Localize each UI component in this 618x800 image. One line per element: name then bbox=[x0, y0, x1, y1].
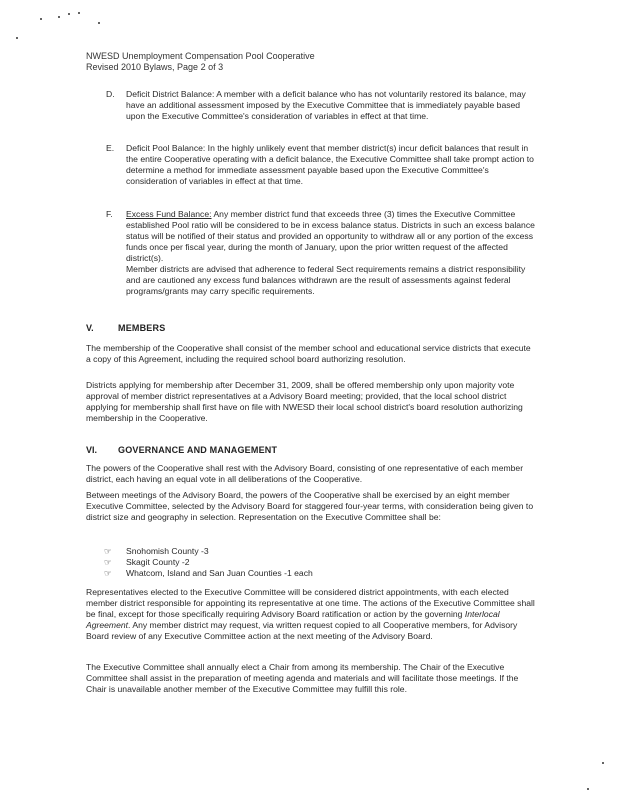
scan-speck bbox=[68, 13, 70, 15]
list-item: ☞ Snohomish County -3 bbox=[104, 546, 209, 556]
pointing-hand-icon: ☞ bbox=[104, 557, 112, 567]
section-6-paragraph-3: Representatives elected to the Executive Committee will be considered district appointments, with each elected member district responsible for appointing its representative at one time. The actions of the Executive Committee shall be final, except for those specifically requiring Advisory Board ratification or action by the governing Interlocal Agreement. Any member district may request, via written request copied to all Cooperative members, for Advisory Board review of any Executive Committee action at the next meeting of the Advisory Board. bbox=[86, 587, 535, 642]
section-6-number: VI. bbox=[86, 445, 98, 455]
item-f-note: Member districts are advised that adherence to federal Sect requirements remains a district responsibility and are cautioned any excess fund balances withdrawn are the result of assessments against federal programs/grants may carry specific requirements. bbox=[126, 264, 526, 297]
section-5-number: V. bbox=[86, 323, 94, 333]
list-item: ☞ Whatcom, Island and San Juan Counties -1 each bbox=[104, 568, 313, 578]
document-header bbox=[86, 51, 315, 73]
section-6-paragraph-1: The powers of the Cooperative shall rest with the Advisory Board, consisting of one representative of each member district, each having an equal vote in all deliberations of the Cooperative. bbox=[86, 463, 524, 485]
section-5-paragraph-1: The membership of the Cooperative shall consist of the member school and educational service districts that execute a copy of this Agreement, including the required school board authorizing resolution. bbox=[86, 343, 531, 365]
scan-speck bbox=[40, 18, 42, 20]
section-6-title: GOVERNANCE AND MANAGEMENT bbox=[118, 445, 278, 455]
scan-speck bbox=[602, 762, 604, 764]
interlocal-agreement-reference: Interlocal Agreement bbox=[86, 609, 500, 631]
item-letter-e: E. bbox=[106, 143, 115, 153]
header-title: NWESD Unemployment Compensation Pool Cooperative bbox=[86, 51, 315, 61]
section-5-title: MEMBERS bbox=[118, 323, 166, 333]
list-item: ☞ Skagit County -2 bbox=[104, 557, 190, 567]
item-f-body: Any member district fund that exceeds three (3) times the Executive Committee established Pool ratio will be considered to be in excess balance status. Districts in such an excess balance status will be notified of their status and provided an opportunity to withdraw all or any portion of the excess funds once per fiscal year, during the month of January, upon the prior written request of the affected district(s). bbox=[126, 209, 535, 264]
header-subtitle: Revised 2010 Bylaws, Page 2 of 3 bbox=[86, 62, 224, 72]
item-d-text: Deficit District Balance: A member with a deficit balance who has not voluntarily restored its balance, may have an additional assessment imposed by the Executive Committee that is immediately payable based upon the Executive Committee's consideration of variables in effect at that time. bbox=[126, 89, 526, 122]
item-f-label: Excess Fund Balance: bbox=[126, 209, 212, 219]
item-f-text bbox=[126, 209, 536, 264]
item-letter-f: F. bbox=[106, 209, 113, 219]
scan-speck bbox=[587, 788, 589, 790]
scan-speck bbox=[78, 12, 80, 14]
pointing-hand-icon: ☞ bbox=[104, 568, 112, 578]
scan-speck bbox=[58, 16, 60, 18]
section-6-paragraph-4: The Executive Committee shall annually elect a Chair from among its membership. The Chair of the Executive Committee shall assist in the preparation of meeting agenda and materials and will facilitate those meetings. If the Chair is unavailable another member of the Executive Committee may fulfill this role. bbox=[86, 662, 519, 695]
scan-speck bbox=[16, 37, 18, 39]
section-5-paragraph-2: Districts applying for membership after December 31, 2009, shall be offered membership only upon majority vote approval of member district representatives at a Advisory Board meeting; provided, that the local school district applying for membership shall first have on file with NWESD their local school district's board resolution authorizing membership in the Cooperative. bbox=[86, 380, 523, 424]
scan-speck bbox=[98, 22, 100, 24]
pointing-hand-icon: ☞ bbox=[104, 546, 112, 556]
section-6-paragraph-2: Between meetings of the Advisory Board, the powers of the Cooperative shall be exercised by an eight member Executive Committee, selected by the Advisory Board for staggered four-year terms, with consideration being given to district size and geography in selection. Representation on the Executive Committee shall be: bbox=[86, 490, 534, 523]
item-e-text: Deficit Pool Balance: In the highly unlikely event that member district(s) incur deficit balances that result in the entire Cooperative operating with a deficit balance, the Executive Committee shall take prompt action to determine a method for immediate assessment payable based upon the Executive Committee's consideration of variables in effect at that time. bbox=[126, 143, 534, 187]
item-letter-d: D. bbox=[106, 89, 115, 99]
